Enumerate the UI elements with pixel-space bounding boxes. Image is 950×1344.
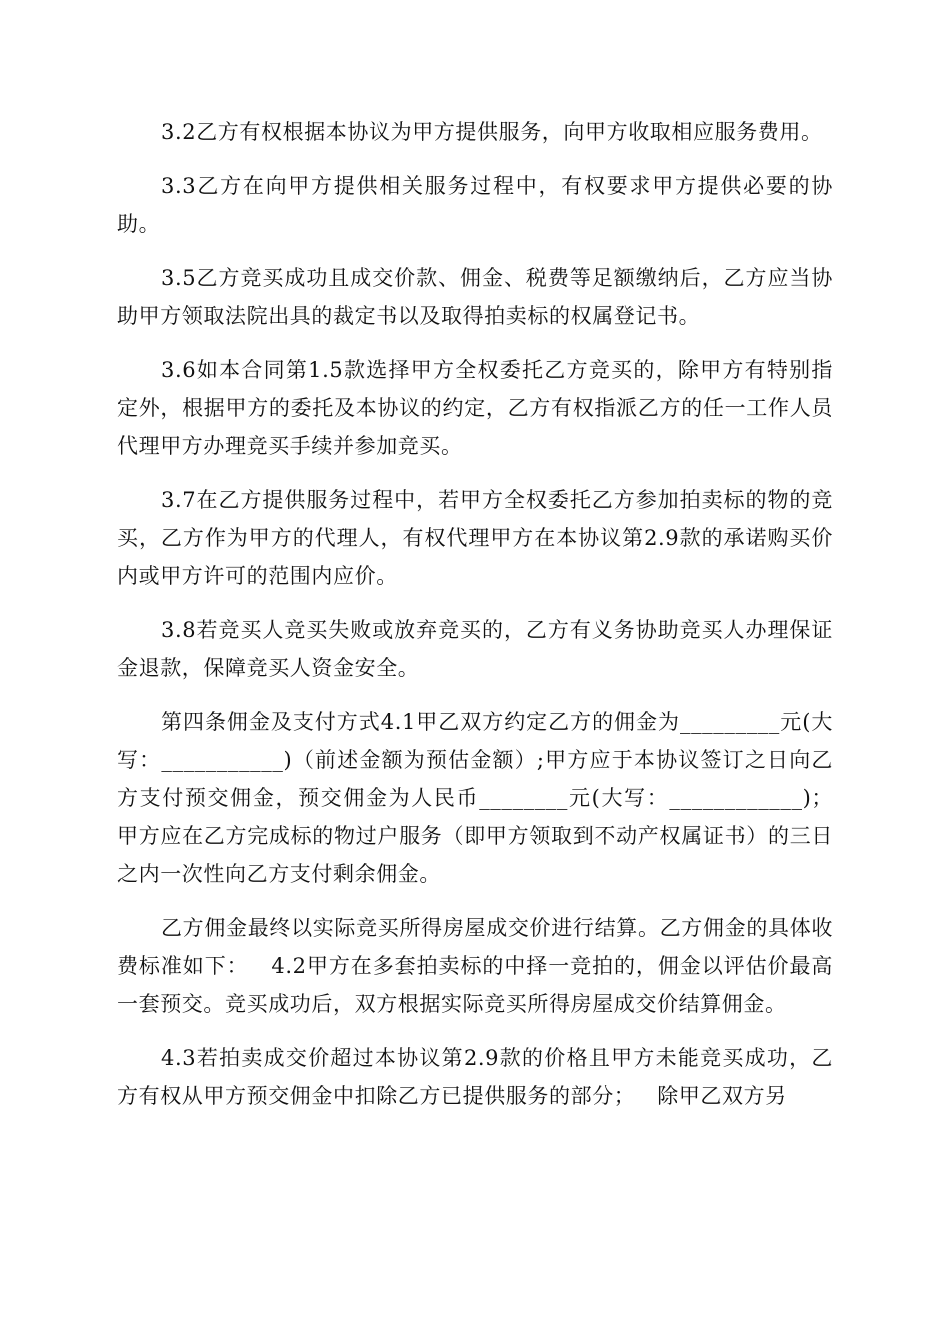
- clause-3-7: 3.7在乙方提供服务过程中，若甲方全权委托乙方参加拍卖标的物的竞买，乙方作为甲方的代理人，有权代理甲方在本协议第2.9款的承诺购买价内或甲方许可的范围内应价。: [117, 488, 833, 588]
- clause-3-3: 3.3乙方在向甲方提供相关服务过程中，有权要求甲方提供必要的协助。: [117, 174, 833, 236]
- commission-settlement: 乙方佣金最终以实际竞买所得房屋成交价进行结算。乙方佣金的具体收费标准如下： 4.2甲方在多套拍卖标的中择一竞拍的，佣金以评估价最高一套预交。竞买成功后，双方根据实际竞买所得房屋成交价结算佣金。: [117, 916, 833, 1016]
- clause-3-2: 3.2乙方有权根据本协议为甲方提供服务，向甲方收取相应服务费用。: [161, 120, 823, 144]
- clause-4-3: 4.3若拍卖成交价超过本协议第2.9款的价格且甲方未能竞买成功，乙方有权从甲方预交佣金中扣除乙方已提供服务的部分； 除甲乙双方另: [117, 1046, 833, 1108]
- article-4-commission: 第四条佣金及支付方式4.1甲乙双方约定乙方的佣金为_________元(大写：___________)（前述金额为预估金额）;甲方应于本协议签订之日向乙方支付预交佣金，预交佣金为人民币________元(大写：____________)； 甲方应在乙方完成标的物过户服务（即甲方领取到不动产权属证书）的三日之内一次性向乙方支付剩余佣金。: [117, 710, 863, 886]
- clause-3-5: 3.5乙方竞买成功且成交价款、佣金、税费等足额缴纳后，乙方应当协助甲方领取法院出具的裁定书以及取得拍卖标的权属登记书。: [117, 266, 833, 328]
- document-page: [117, 113, 863, 1131]
- clause-3-8: 3.8若竞买人竞买失败或放弃竞买的，乙方有义务协助竞买人办理保证金退款，保障竞买人资金安全。: [117, 618, 833, 680]
- clause-3-6: 3.6如本合同第1.5款选择甲方全权委托乙方竞买的，除甲方有特别指定外，根据甲方的委托及本协议的约定，乙方有权指派乙方的任一工作人员代理甲方办理竞买手续并参加竞买。: [117, 358, 833, 458]
